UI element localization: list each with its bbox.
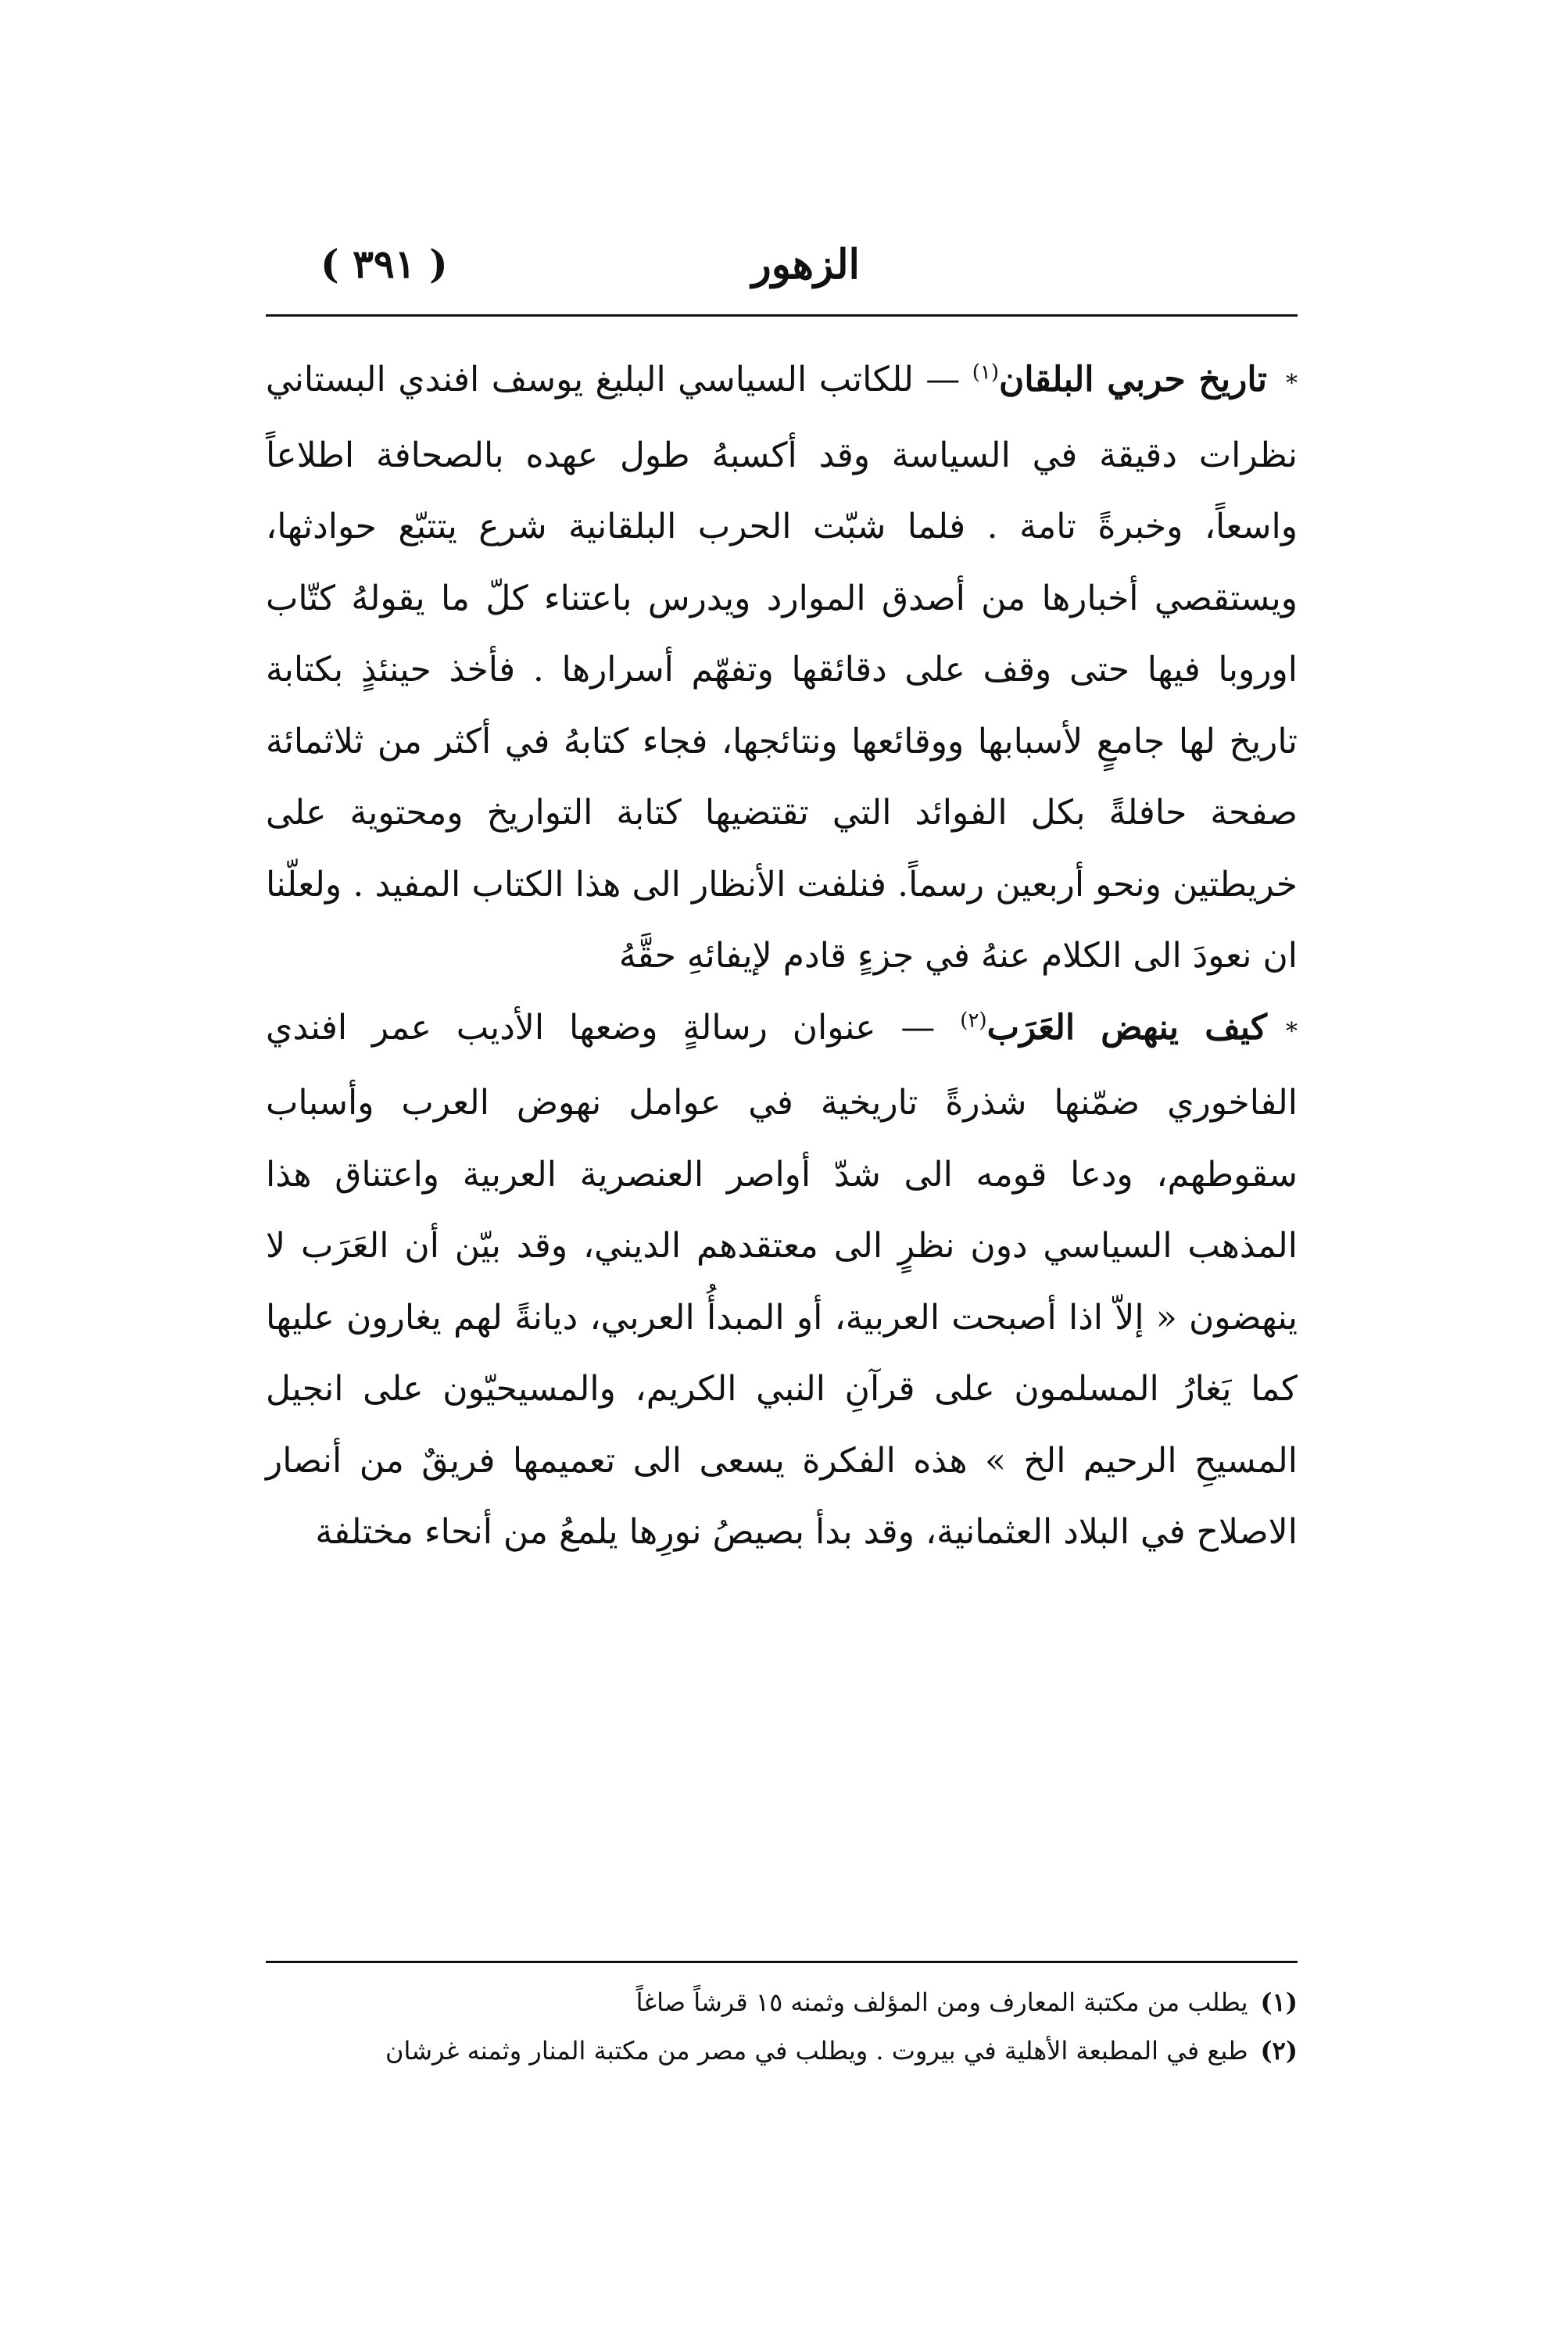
article-body xyxy=(266,344,1298,1568)
footnotes xyxy=(266,1978,1298,2075)
header-divider xyxy=(266,314,1298,317)
article-title: تاريخ حربي البلقان xyxy=(999,360,1267,400)
article-balkan-war-history xyxy=(266,344,1298,992)
article-title: كيف ينهض العَرَب xyxy=(986,1007,1267,1048)
article-how-arabs-rise xyxy=(266,992,1298,1568)
footnote-text: طبع في المطبعة الأهلية في بيروت . ويطلب في مصر من مكتبة المنار وثمنه غرشان xyxy=(385,2036,1248,2066)
footnote-ref-2: (٢) xyxy=(960,1008,987,1032)
star-bullet: * xyxy=(1285,370,1298,397)
footnote-1 xyxy=(266,1978,1298,2026)
article-text: — عنوان رسالةٍ وضعها الأديب عمر افندي الفاخوري ضمّنها شذرةً تاريخية في عوامل نهوض العرب وأسباب سقوطهم، ودعا قومه الى شدّ أواصر العنصرية العربية واعتناق هذا المذهب السياسي دون نظرٍ الى معتقدهم الديني، وقد بيّن أن العَرَب لا ينهضون « إلاّ اذا أصبحت العربية، أو المبدأُ العربي، ديانةً لهم يغارون عليها كما يَغارُ المسلمون على قرآنِ النبي الكريم، والمسيحيّون على انجيل المسيحِ الرحيم الخ » هذه الفكرة يسعى الى تعميمها فريقٌ من أنصار الاصلاح في البلاد العثمانية، وقد بدأ بصيصُ نورِها يلمعُ من أنحاء مختلفة xyxy=(266,1007,1298,1552)
footnote-number: (٢) xyxy=(1260,2036,1298,2066)
running-title: الزهور xyxy=(751,241,860,288)
footnote-ref-1: (١) xyxy=(972,360,1000,385)
footnote-text: يطلب من مكتبة المعارف ومن المؤلف وثمنه ١٥ قرشاً صاغاً xyxy=(635,1987,1248,2017)
star-bullet: * xyxy=(1285,1017,1298,1045)
footnote-2 xyxy=(266,2026,1298,2075)
footnote-number: (١) xyxy=(1260,1987,1298,2017)
footnote-divider xyxy=(266,1961,1298,1963)
page-header xyxy=(266,235,1298,313)
page-number: ( ٣٩١ ) xyxy=(320,241,448,287)
article-text: — للكاتب السياسي البليغ يوسف افندي البستاني نظرات دقيقة في السياسة وقد أكسبهُ طول عهده بالصحافة اطلاعاً واسعاً، وخبرةً تامة . فلما شبّت الحرب البلقانية شرع يتتبّع حوادثها، ويستقصي أخبارها من أصدق الموارد ويدرس باعتناء كلّ ما يقولهُ كتّاب اوروبا فيها حتى وقف على دقائقها وتفهّم أسرارها . فأخذ حينئذٍ بكتابة تاريخ لها جامعٍ لأسبابها ووقائعها ونتائجها، فجاء كتابهُ في أكثر من ثلاثمائة صفحة حافلةً بكل الفوائد التي تقتضيها كتابة التواريخ ومحتوية على خريطتين ونحو أربعين رسماً. فنلفت الأنظار الى هذا الكتاب المفيد . ولعلّنا ان نعودَ الى الكلام عنهُ في جزءٍ قادم لإيفائهِ حقَّهُ xyxy=(266,360,1298,976)
